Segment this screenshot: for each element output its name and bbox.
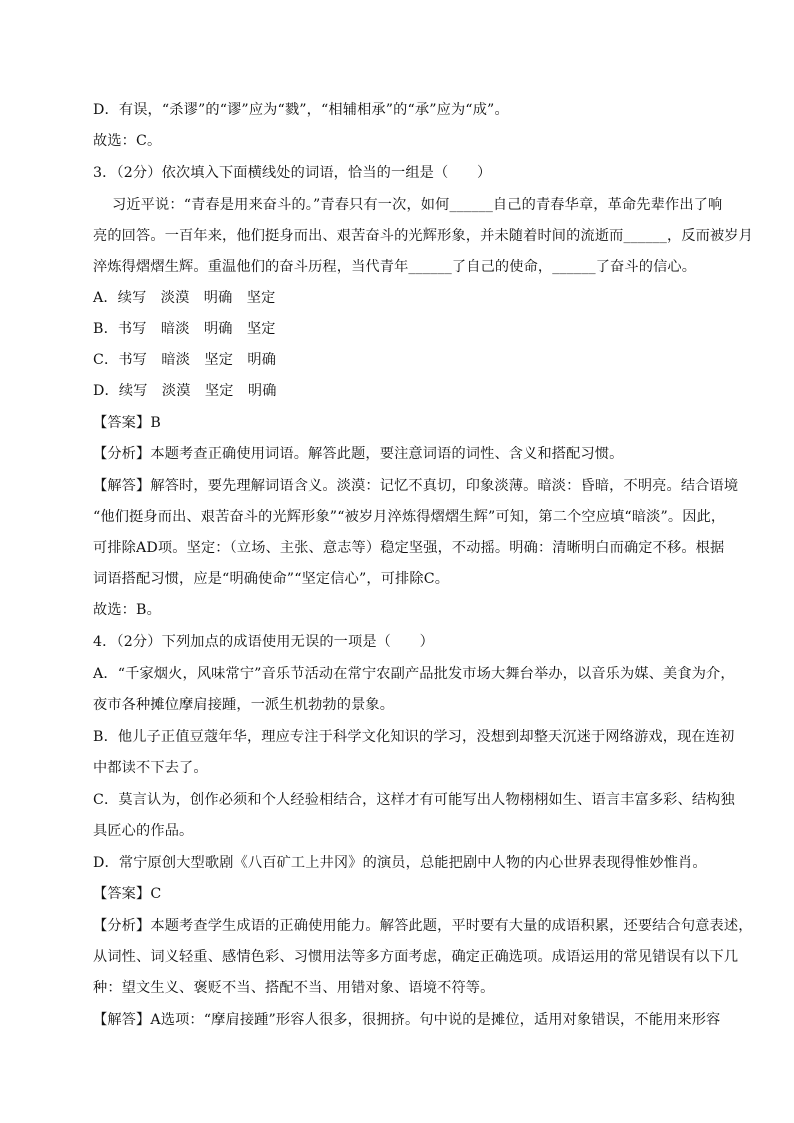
text-line: 从词性、词义轻重、感情色彩、习惯用法等多方面考虑，确定正确选项。成语运用的常见错误有以下几 [93, 949, 739, 965]
text-line: 词语搭配习惯，应是“明确使命”“坚定信心”，可排除C。 [93, 571, 450, 587]
text-line: 【答案】B [93, 415, 161, 431]
text-line: 亮的回答。一百年来，他们挺身而出、艰苦奋斗的光辉形象，并未随着时间的流逝而______，反而被岁月 [93, 228, 753, 244]
text-line: C．莫言认为，创作必须和个人经验相结合，这样才有可能写出人物栩栩如生、语言丰富多彩、结构独 [93, 792, 735, 808]
text-line: 中都读不下去了。 [93, 760, 208, 776]
text-line: 4．（2分）下列加点的成语使用无误的一项是（ ） [93, 634, 435, 650]
text-line: 种：望文生义、褒贬不当、搭配不当、用错对象、语境不符等。 [93, 980, 495, 996]
text-line: “他们挺身而出、艰苦奋斗的光辉形象”“被岁月淬炼得熠熠生辉”可知，第二个空应填“暗淡”。因此， [93, 509, 726, 525]
text-line: 【解答】解答时，要先理解词语含义。淡漠：记忆不真切，印象淡薄。暗淡：昏暗，不明亮。结合语境 [93, 478, 739, 494]
text-line: 具匠心的作品。 [93, 823, 194, 839]
text-line: 可排除AD项。坚定：（立场、主张、意志等）稳定坚强，不动摇。明确：清晰明白而确定不移。根据 [93, 540, 725, 556]
text-line: 故选：C。 [93, 133, 162, 149]
text-line: A．“千家烟火，风味常宁”音乐节活动在常宁农副产品批发市场大舞台举办，以音乐为媒、美食为介， [93, 666, 735, 682]
text-line: D．常宁原创大型歌剧《八百矿工上井冈》的演员，总能把剧中人物的内心世界表现得惟妙惟肖。 [93, 855, 707, 871]
text-line: B．他儿子正值豆蔻年华，理应专注于科学文化知识的学习，没想到却整天沉迷于网络游戏，现在连初 [93, 729, 735, 745]
text-line: C．书写 暗淡 坚定 明确 [93, 352, 277, 368]
text-line: D．续写 淡漠 坚定 明确 [93, 383, 277, 399]
text-line: 【答案】C [93, 886, 162, 902]
text-line: 淬炼得熠熠生辉。重温他们的奋斗历程，当代青年______了自己的使命，______了奋斗的信心。 [93, 259, 697, 275]
text-line: 【分析】本题考查正确使用词语。解答此题，要注意词语的词性、含义和搭配习惯。 [93, 446, 624, 462]
text-line: 3．（2分）依次填入下面横线处的词语，恰当的一组是（ ） [93, 165, 492, 181]
text-line: 夜市各种摊位摩肩接踵，一派生机勃勃的景象。 [93, 697, 395, 713]
text-line: A．续写 淡漠 明确 坚定 [93, 290, 276, 306]
text-line: D．有误，“杀谬”的“谬”应为“戮”，“相辅相承”的“承”应为“成”。 [93, 102, 509, 118]
text-line: 习近平说：“青春是用来奋斗的。”青春只有一次，如何______自己的青春华章，革命先辈作出了响 [112, 197, 723, 213]
text-line: 【解答】A选项：“摩肩接踵”形容人很多，很拥挤。句中说的是摊位，适用对象错误，不能用来形容 [93, 1012, 721, 1028]
text-line: B．书写 暗淡 明确 坚定 [93, 321, 276, 337]
text-line: 【分析】本题考查学生成语的正确使用能力。解答此题，平时要有大量的成语积累，还要结合句意表述， [93, 918, 753, 934]
text-line: 故选：B。 [93, 602, 161, 618]
